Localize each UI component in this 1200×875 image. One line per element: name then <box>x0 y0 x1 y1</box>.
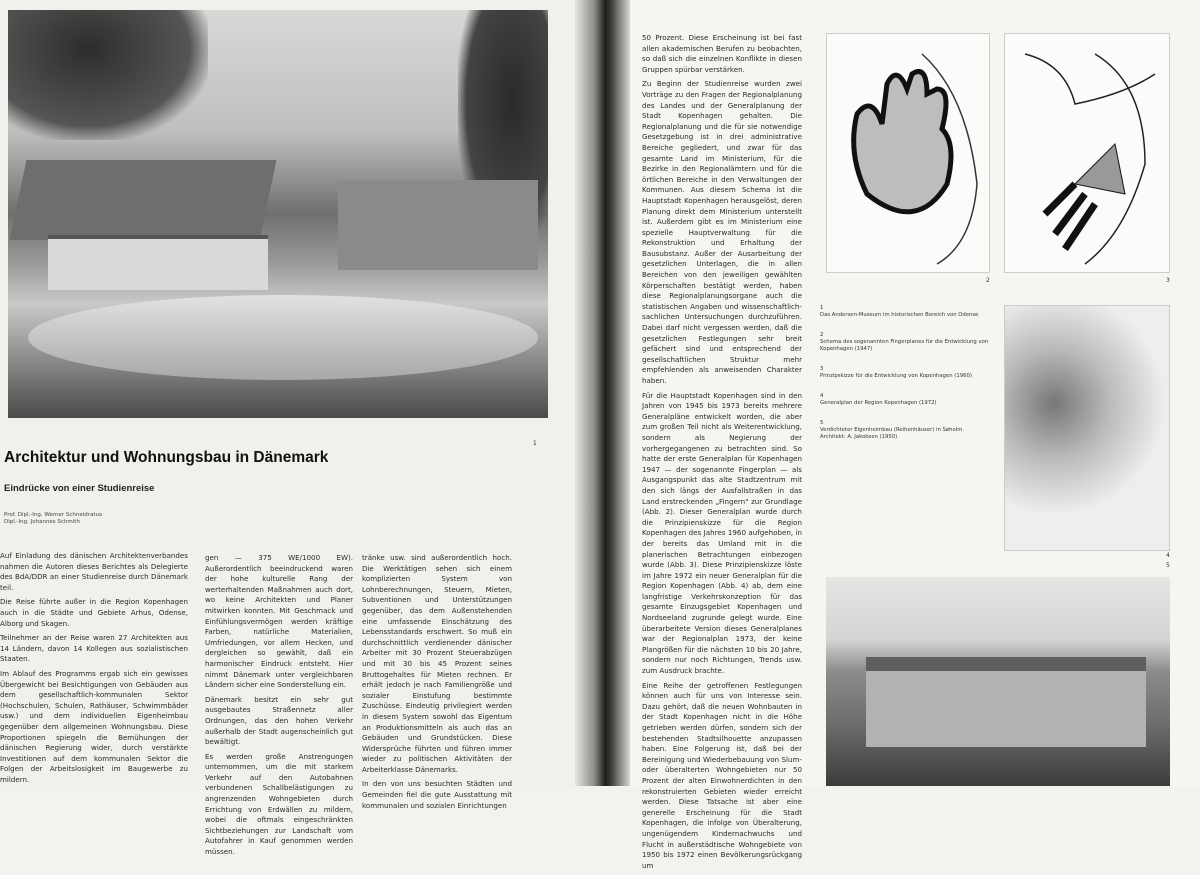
paragraph: Auf Einladung des dänischen Architektenverbandes nahmen die Autoren dieses Berichtes als Delegierte des BdA/DDR an einer Studienreise durch Dänemark teil. <box>0 551 188 592</box>
photo-andersen-museum <box>8 10 548 418</box>
figure-number: 1 <box>533 440 537 447</box>
finger-plan-map <box>826 33 990 273</box>
principle-sketch-drawing <box>1005 34 1170 273</box>
caption <box>820 366 990 380</box>
paragraph: Zu Beginn der Studienreise wurden zwei Vorträge zu den Fragen der Regionalplanung des Landes und der Generalplanung der Stadt Kopenhagen gehalten. Die Regionalplanung und die für sie notwendige Gesetzgebung ist in drei administrative Bereiche gegliedert, und zwar für das gesamte Land im Ministerium, für die Bezirke in den Regionalämtern und für die örtlichen Bereiche in den Verwaltungen der Kommunen. Aus diesem Schema ist die Hauptstadt Kopenhagen herausgelöst, deren Planung direkt dem Ministerium unterstellt ist. Außerdem gibt es im Ministerium eine spezielle Hauptverwaltung für die Rekonstruktion und Erhaltung der Bausubstanz. Außer der Ausarbeitung der gesetzlichen Unterlagen, die in allen Bereichen von den jeweiligen gewählten Körperschaften bestätigt werden, haben diese Regionalplanungsorgane auch die statistischen Angaben und wissenschaftlich-sachlichen Untersuchungen durchzuführen. Dabei darf nicht vergessen werden, daß die gesetzlichen Festlegungen sehr breit gefächert sind und entsprechend der gesellschaftlichen Struktur mehr empfehlenden als anweisenden Charakter haben. <box>642 79 802 385</box>
author: Prof. Dipl.-Ing. Werner Schneidratus <box>4 512 102 518</box>
paragraph: tränke usw. sind außerordentlich hoch. Die Werktätigen sehen sich einem komplizierten System von Lohnberechnungen, Steuern, Mieten, Subventionen und Unterstützungen gegenüber, das dem Außenstehenden eine umfassende Einschätzung des Lebensstandards erschwert. So muß ein durchschnittlich verdienender dänischer Arbeiter mit 30 Prozent Steuerabzügen und mit 30 bis 45 Prozent seines Bruttogehaltes für Mieten rechnen. Er erhält jedoch je nach Familiengröße und sozialer Einstufung bestimmte Zuschüsse. Eindeutig privilegiert werden in diesem System sowohl das Eigentum an Produktionsmitteln als auch das an Gebäuden und Grundstücken. Diese Widersprüche führten und führen immer wieder zu politischen Aktivitäten der Arbeiterklasse Dänemarks. <box>362 553 512 774</box>
paragraph: Eine Reihe der getroffenen Festlegungen können auch für uns von Interesse sein. Dazu gehört, daß die neuen Wohnbauten in der Stadt Kopenhagen nicht in die Höhe getrieben werden dürfen, sondern sich der bestehenden Stadtsilhouette anzupassen haben. Eine Folgerung ist, daß bei der Bereinigung und Wiederbebauung von Slum- oder überalterten Wohngebieten nur 50 Prozent der alten Einwohnerdichten in den rekonstruierten Gebieten wieder erreicht werden. Diese Tatsache ist aber eine generelle Erscheinung für die Stadt Kopenhagen, die infolge von Überalterung, ungenügendem Kindernachwuchs und Flucht in außerstädtische Wohngebiete von 1950 bis 1972 einen Bevölkerungsrückgang um <box>642 680 802 870</box>
paragraph: Teilnehmer an der Reise waren 27 Architekten aus 14 Ländern, davon 14 Kollegen aus sozialistischen Staaten. <box>0 633 188 664</box>
text-column-right <box>642 33 802 875</box>
caption-text: Das Andersen-Museum im historischen Bereich von Odense <box>820 312 979 318</box>
paragraph: 50 Prozent. Diese Erscheinung ist bei fast allen akademischen Berufen zu beobachten, so daß sich die einzelnen Konflikte in diesen Gruppen spürbar verstärken. <box>642 33 802 74</box>
tree <box>8 10 208 140</box>
photo-row-houses <box>826 577 1170 786</box>
figure-number: 2 <box>986 277 990 284</box>
caption <box>820 393 990 407</box>
row-houses <box>866 657 1146 747</box>
caption-number: 5 <box>820 420 824 426</box>
paragraph: Im Ablauf des Programms ergab sich ein gewisses Übergewicht bei Besichtigungen von Gebäuden aus dem gesellschaftlich-kommunalen Sektor (Hochschulen, Schulen, Rathäuser, Schwimmbäder usw.) und dem individuellen Eigenheimbau gegenüber dem allgemeinen Wohnungsbau. Diese Proportionen spiegeln die Bemühungen der dänischen Regierung wider, durch verstärkte Investitionen auf dem kommunalen Sektor die Folgen der Arbeitslosigkeit im Baugewerbe zu mildern. <box>0 668 188 784</box>
paragraph: Für die Hauptstadt Kopenhagen sind in den Jahren von 1945 bis 1973 bereits mehrere Generalpläne entwickelt worden, die aber zum großen Teil nicht als Weiterentwicklung, sondern als Negierung der vorhergegangenen zu betrachten sind. So hatte der erste Generalplan für Kopenhagen 1947 — der sogenannte Fingerplan — als Ausgangspunkt das alte Stadtzentrum mit den sich längs der Ausfallstraßen in das Land erstreckenden „Fingern" zur Grundlage (Abb. 2). Dieser Generalplan wurde durch die Prinzipienskizze für die Region Kopenhagen des Jahres 1960 aufgehoben, in der bereits das Umland mit in die planerischen Betrachtungen einbezogen wurde (Abb. 3). Diese Prinzipienskizze löste im Jahre 1972 ein neuer Generalplan für die Region Kopenhagen (Abb. 4) ab, dem eine langfristige Verkehrskonzeption für das gesamte Einzugsgebiet Kopenhagen und Nordseeland zugrunde gelegt wurde. Eine überarbeitete Version dieses Generalplanes war der Regionalplan 1973, der keine Plangrößen für die nächsten 10 bis 20 Jahre, sondern nur noch Richtungen, Trends usw. zum Ausdruck brachte. <box>642 390 802 676</box>
caption-text: Schema des sogenannten Fingerplanes für die Entwicklung von Kopenhagen (1947) <box>820 339 989 352</box>
article-subtitle: Eindrücke von einer Studienreise <box>4 483 155 494</box>
caption-text: Generalplan der Region Kopenhagen (1972) <box>820 400 937 406</box>
finger-plan-drawing <box>827 34 990 273</box>
caption-number: 3 <box>820 366 824 372</box>
caption <box>820 305 990 319</box>
building-wall <box>48 235 268 290</box>
text-column-2 <box>205 553 353 862</box>
article-title: Architektur und Wohnungsbau in Dänemark <box>4 449 329 466</box>
paragraph: Dänemark besitzt ein sehr gut ausgebautes Straßennetz aller Ordnungen, das den hohen Verkehr außerhalb der Stadt augenscheinlich gut bewältigt. <box>205 694 353 747</box>
text-column-1 <box>0 551 188 789</box>
figure-number: 4 <box>1166 552 1170 559</box>
caption-text: Prinzipskizze für die Entwicklung von Kopenhagen (1960) <box>820 373 972 379</box>
page-gutter <box>575 0 630 786</box>
principle-sketch-map <box>1004 33 1170 273</box>
paragraph: In den von uns besuchten Städten und Gemeinden fiel die gute Ausstattung mit kommunalen und sozialen Einrichtungen <box>362 779 512 810</box>
caption <box>820 332 990 353</box>
general-plan-map <box>1004 305 1170 551</box>
figure-number: 5 <box>1166 562 1170 569</box>
left-page <box>0 0 600 857</box>
caption <box>820 420 990 441</box>
author: Dipl.-Ing. Johannes Schmith <box>4 519 80 525</box>
figure-captions <box>820 305 990 454</box>
figure-number: 3 <box>1166 277 1170 284</box>
caption-text: Verdichteter Eigenheimbau (Reihenhäuser) in Søholm. Architekt: A. Jakobsen (1950) <box>820 427 965 440</box>
authors <box>4 512 102 526</box>
building <box>338 180 538 270</box>
caption-number: 1 <box>820 305 824 311</box>
paragraph: Es werden große Anstrengungen unternommen, um die mit starkem Verkehr auf den Autobahnen verbundenen Schallbelästigungen zu angrenzenden Wohngebieten durch Errichtung von Erdwällen zu mildern, wobei die oftmals eingeschränkten Sichtbeziehungen zur Landschaft vom Autofahrer in Kauf genommen werden müssen. <box>205 751 353 857</box>
pond <box>28 295 538 380</box>
caption-number: 2 <box>820 332 824 338</box>
paragraph: gen — 375 WE/1000 EW). Außerordentlich beeindruckend waren der hohe kulturelle Rang der werterhaltenden Maßnahmen auch dort, wo keine Architekten und Planer mitwirken konnten. Mit Geschmack und Einfühlungsvermögen werden kräftige Farben, natürliche Materialien, Umfriedungen, vor allem Hecken, und dergleichen so gewählt, daß ein harmonischer Eindruck entsteht. Hier nimmt Dänemark unter vergleichbaren Ländern sicher eine Sonderstellung ein. <box>205 553 353 690</box>
paragraph: Die Reise führte außer in die Region Kopenhagen auch in die Städte und Gebiete Arhus, Odense, Alborg und Skagen. <box>0 597 188 628</box>
caption-number: 4 <box>820 393 824 399</box>
text-column-3 <box>362 553 512 815</box>
building-roof <box>9 160 276 240</box>
